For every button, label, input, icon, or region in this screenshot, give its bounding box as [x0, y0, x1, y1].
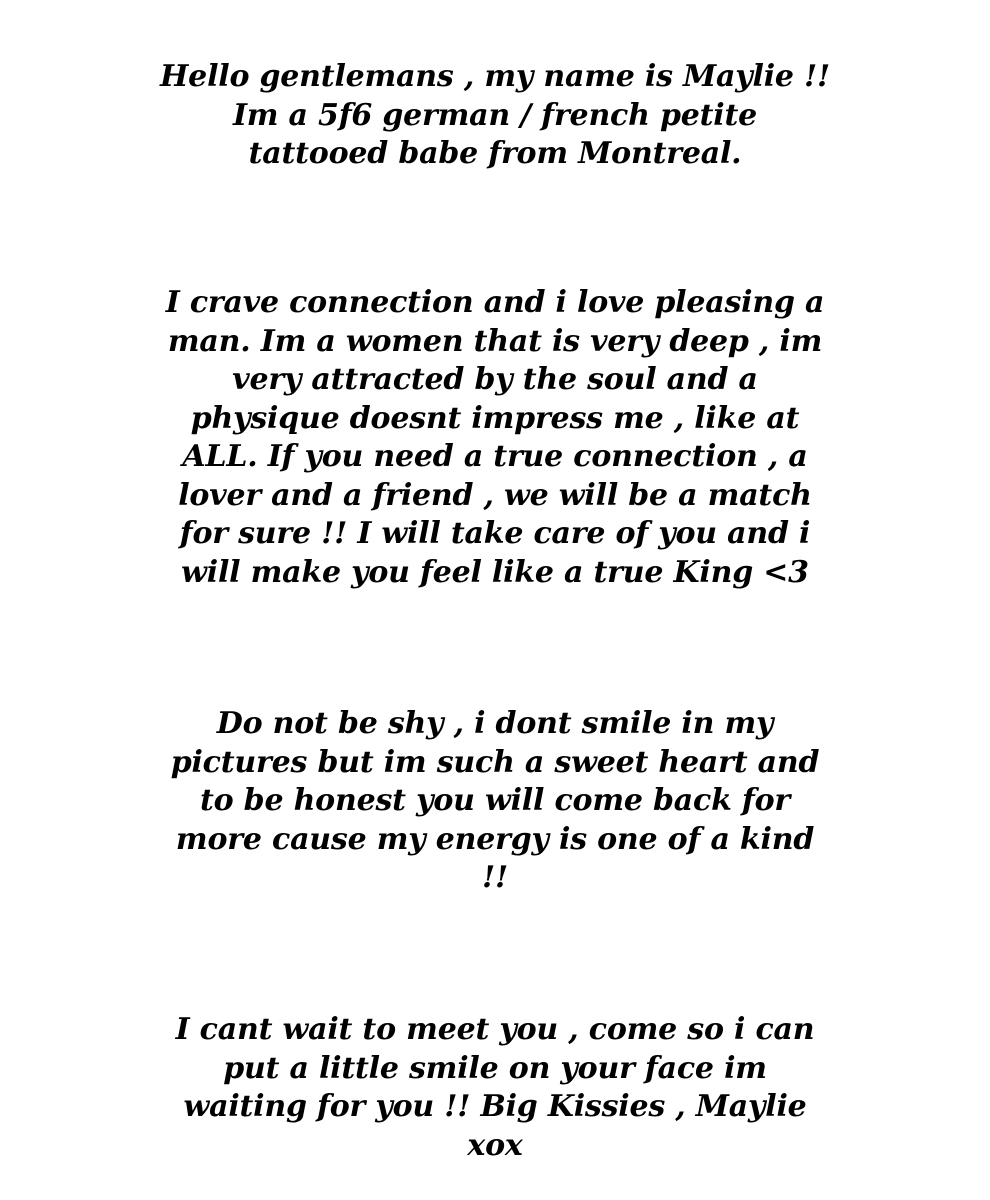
- shy-paragraph: [115, 705, 875, 898]
- text-line: to be honest you will come back for: [199, 783, 791, 818]
- text-line: Im a 5f6 german / french petite: [232, 97, 758, 133]
- text-line: I cant wait to meet you , come so i can: [175, 1012, 815, 1047]
- connection-paragraph: [115, 284, 875, 592]
- text-line: Hello gentlemans , my name is Maylie !!: [160, 59, 830, 94]
- text-line: !!: [482, 860, 508, 895]
- text-line: for sure !! I will take care of you and i: [179, 516, 811, 551]
- text-line: Do not be shy , i dont smile in my: [216, 706, 774, 741]
- text-line: waiting for you !! Big Kissies , Maylie: [183, 1089, 807, 1124]
- text-line: tattooed babe from Montreal.: [248, 136, 742, 171]
- text-line: very attracted by the soul and a: [232, 362, 758, 397]
- text-line: put a little smile on your face im: [223, 1050, 767, 1086]
- text-line: I crave connection and i love pleasing a: [165, 285, 825, 320]
- text-line: xox: [467, 1127, 523, 1163]
- text-line: more cause my energy is one of a kind: [175, 821, 815, 857]
- text-line: pictures but im such a sweet heart and: [170, 744, 820, 780]
- intro-paragraph: [115, 58, 875, 174]
- text-line: physique doesnt impress me , like at: [190, 400, 800, 436]
- text-line: ALL. If you need a true connection , a: [182, 439, 808, 474]
- text-line: man. Im a women that is very deep , im: [167, 323, 823, 359]
- closing-paragraph: [115, 1011, 875, 1165]
- text-line: will make you feel like a true King <3: [181, 554, 809, 590]
- text-line: lover and a friend , we will be a match: [178, 477, 812, 513]
